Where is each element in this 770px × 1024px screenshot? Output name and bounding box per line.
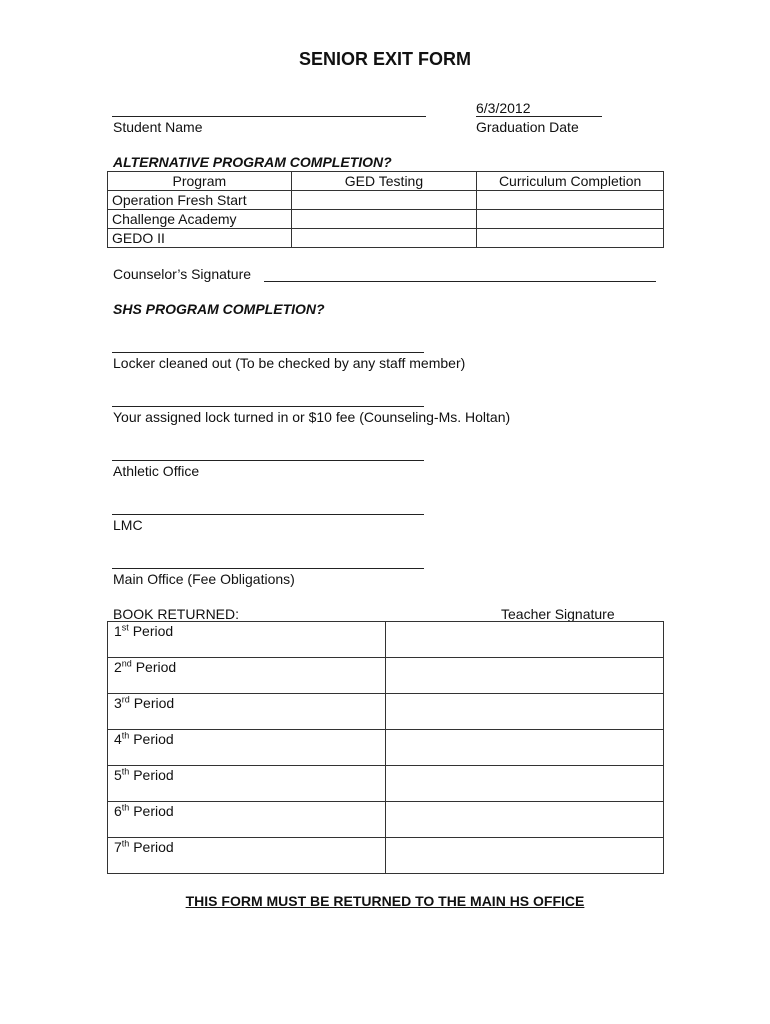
- teacher-signature-cell[interactable]: [385, 622, 663, 658]
- alternative-program-heading: ALTERNATIVE PROGRAM COMPLETION?: [113, 154, 392, 170]
- main-office-signature-line[interactable]: [112, 568, 424, 569]
- period-label: 2nd Period: [108, 658, 386, 694]
- alternative-program-table: [107, 171, 664, 248]
- table-row: [108, 210, 664, 229]
- teacher-signature-cell[interactable]: [385, 694, 663, 730]
- counselor-signature-label: Counselor’s Signature: [113, 266, 252, 282]
- book-returned-table: [107, 621, 664, 874]
- counselor-signature-line[interactable]: [264, 281, 656, 282]
- teacher-signature-cell[interactable]: [385, 802, 663, 838]
- period-label: 1st Period: [108, 622, 386, 658]
- column-header-program: Program: [108, 172, 292, 191]
- curriculum-completion-cell[interactable]: [477, 191, 664, 210]
- athletic-office-label: Athletic Office: [113, 463, 200, 479]
- main-office-label: Main Office (Fee Obligations): [113, 571, 295, 587]
- table-header-row: [108, 172, 664, 191]
- graduation-date-line[interactable]: [476, 116, 602, 117]
- column-header-ged-testing: GED Testing: [291, 172, 477, 191]
- table-row: [108, 802, 664, 838]
- teacher-signature-cell[interactable]: [385, 730, 663, 766]
- lmc-label: LMC: [113, 517, 143, 533]
- curriculum-completion-cell[interactable]: [477, 229, 664, 248]
- table-row: [108, 694, 664, 730]
- teacher-signature-header: Teacher Signature: [501, 606, 615, 622]
- table-row: [108, 766, 664, 802]
- locker-label: Locker cleaned out (To be checked by any staff member): [113, 355, 466, 371]
- period-label: 5th Period: [108, 766, 386, 802]
- period-label: 7th Period: [108, 838, 386, 874]
- graduation-date-label: Graduation Date: [476, 119, 579, 135]
- ged-testing-cell[interactable]: [291, 191, 477, 210]
- lock-label: Your assigned lock turned in or $10 fee (Counseling-Ms. Holtan): [113, 409, 511, 425]
- period-label: 6th Period: [108, 802, 386, 838]
- book-returned-heading: BOOK RETURNED:: [113, 606, 240, 622]
- table-row: [108, 622, 664, 658]
- return-instruction: THIS FORM MUST BE RETURNED TO THE MAIN HS OFFICE: [185, 893, 585, 909]
- period-label: 4th Period: [108, 730, 386, 766]
- student-name-label: Student Name: [113, 119, 203, 135]
- teacher-signature-cell[interactable]: [385, 838, 663, 874]
- locker-signature-line[interactable]: [112, 352, 424, 353]
- student-name-line[interactable]: [112, 116, 426, 117]
- table-row: [108, 658, 664, 694]
- table-row: [108, 730, 664, 766]
- curriculum-completion-cell[interactable]: [477, 210, 664, 229]
- graduation-date-value: 6/3/2012: [476, 100, 531, 116]
- table-row: [108, 838, 664, 874]
- program-name: GEDO II: [108, 229, 292, 248]
- form-title: SENIOR EXIT FORM: [298, 49, 471, 69]
- lock-signature-line[interactable]: [112, 406, 424, 407]
- program-name: Challenge Academy: [108, 210, 292, 229]
- lmc-signature-line[interactable]: [112, 514, 424, 515]
- program-name: Operation Fresh Start: [108, 191, 292, 210]
- athletic-office-signature-line[interactable]: [112, 460, 424, 461]
- ged-testing-cell[interactable]: [291, 210, 477, 229]
- period-label: 3rd Period: [108, 694, 386, 730]
- ged-testing-cell[interactable]: [291, 229, 477, 248]
- column-header-curriculum-completion: Curriculum Completion: [477, 172, 664, 191]
- teacher-signature-cell[interactable]: [385, 766, 663, 802]
- shs-program-heading: SHS PROGRAM COMPLETION?: [113, 301, 325, 317]
- teacher-signature-cell[interactable]: [385, 658, 663, 694]
- table-row: [108, 191, 664, 210]
- table-row: [108, 229, 664, 248]
